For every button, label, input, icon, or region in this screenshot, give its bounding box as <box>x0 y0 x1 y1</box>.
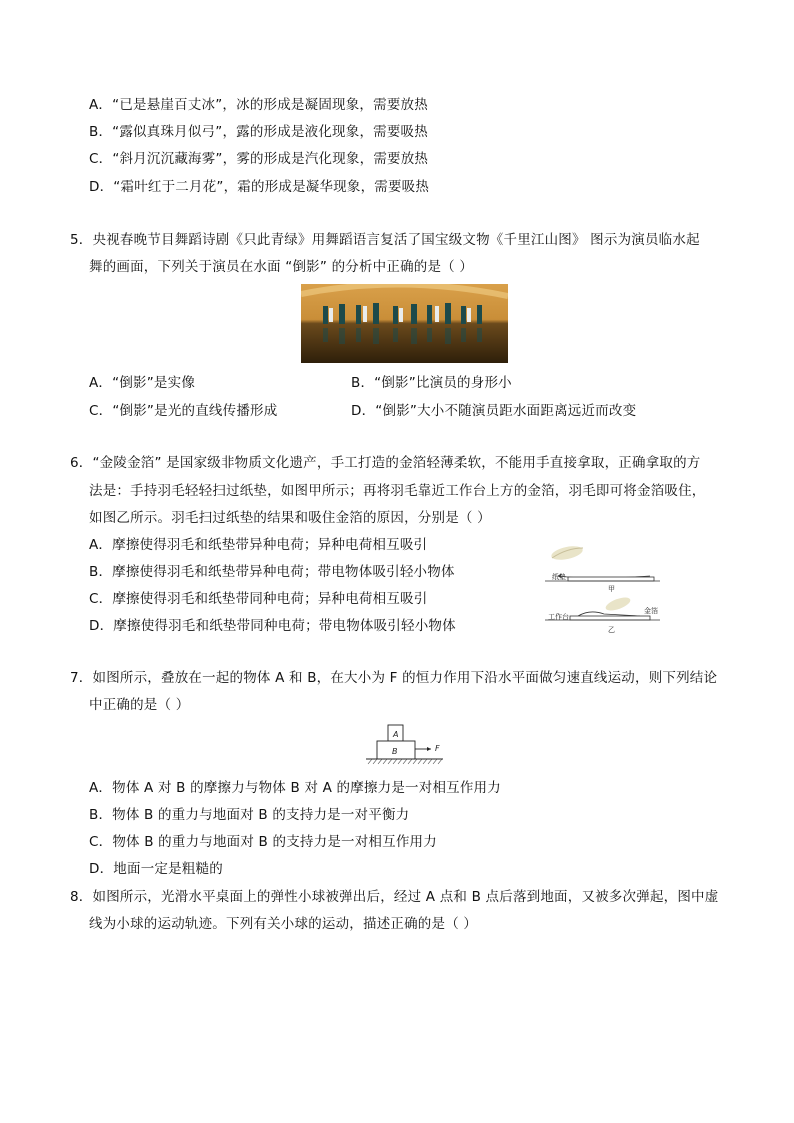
q5-option-b: B．“倒影”比演员的身形小 <box>351 375 512 391</box>
q5-option-a: A．“倒影”是实像 <box>89 375 196 391</box>
q7-stem-line2: 中正确的是（ ） <box>89 697 190 713</box>
q6-stem-line3: 如图乙所示。羽毛扫过纸垫的结果和吸住金箔的原因，分别是（ ） <box>89 510 491 526</box>
feather-icon-2 <box>604 595 632 613</box>
dance-photo <box>301 284 508 363</box>
q5-option-c: C．“倒影”是光的直线传播形成 <box>89 403 278 419</box>
q5-option-d: D．“倒影”大小不随演员距水面距离远近而改变 <box>351 403 637 419</box>
q7-stem-line1: 7．如图所示，叠放在一起的物体 A 和 B，在大小为 F 的恒力作用下沿水平面做匀速直线运动，则下列结论 <box>70 670 718 686</box>
block-b-label: B <box>392 747 398 756</box>
feather-icon <box>550 544 584 562</box>
q5-stem-line1: 5．央视春晚节目舞蹈诗剧《只此青绿》用舞蹈语言复活了国宝级文物《千里江山图》 图示为演员临水起 <box>70 232 700 248</box>
workbench-label: 工作台 <box>548 613 569 621</box>
q6-stem-line1: 6．“金陵金箔” 是国家级非物质文化遗产，手工打造的金箔轻薄柔软，不能用手直接拿取，正确拿取的方 <box>70 455 701 471</box>
q4-option-c: C．“斜月沉沉藏海雾”，雾的形成是汽化现象，需要放热 <box>89 151 429 167</box>
q4-option-d: D．“霜叶红于二月花”，霜的形成是凝华现象，需要吸热 <box>89 179 430 195</box>
q7-option-a: A．物体 A 对 B 的摩擦力与物体 B 对 A 的摩擦力是一对相互作用力 <box>89 780 501 796</box>
feather-gold-leaf-figure <box>540 536 670 638</box>
paper-pad-label: 纸垫 <box>552 573 566 581</box>
q6-option-c: C．摩擦使得羽毛和纸垫带同种电荷；异种电荷相互吸引 <box>89 591 428 607</box>
gold-leaf-label: 金箔 <box>644 607 658 615</box>
block-a-label: A <box>393 730 399 739</box>
q6-stem-line2: 法是：手持羽毛轻轻扫过纸垫，如图甲所示；再将羽毛靠近工作台上方的金箔，羽毛即可将金箔吸住， <box>89 483 706 499</box>
figure-yi-label: 乙 <box>608 626 615 634</box>
q5-stem-line2: 舞的画面，下列关于演员在水面 “倒影” 的分析中正确的是（ ） <box>89 259 474 275</box>
figure-jia-label: 甲 <box>608 585 615 593</box>
force-label: F <box>435 744 440 753</box>
blocks-figure <box>363 723 453 771</box>
q6-option-b: B．摩擦使得羽毛和纸垫带异种电荷；带电物体吸引轻小物体 <box>89 564 455 580</box>
q6-option-a: A．摩擦使得羽毛和纸垫带异种电荷；异种电荷相互吸引 <box>89 537 428 553</box>
q7-option-d: D．地面一定是粗糙的 <box>89 861 223 877</box>
force-arrow-icon <box>427 747 431 751</box>
q7-option-b: B．物体 B 的重力与地面对 B 的支持力是一对平衡力 <box>89 807 410 823</box>
q4-option-b: B．“露似真珠月似弓”，露的形成是液化现象，需要吸热 <box>89 124 428 140</box>
q7-option-c: C．物体 B 的重力与地面对 B 的支持力是一对相互作用力 <box>89 834 437 850</box>
q8-stem-line2: 线为小球的运动轨迹。下列有关小球的运动，描述正确的是（ ） <box>89 916 478 932</box>
q6-option-d: D．摩擦使得羽毛和纸垫带同种电荷；带电物体吸引轻小物体 <box>89 618 456 634</box>
q4-option-a: A．“已是悬崖百丈冰”，冰的形成是凝固现象，需要放热 <box>89 97 428 113</box>
q8-stem-line1: 8．如图所示，光滑水平桌面上的弹性小球被弹出后，经过 A 点和 B 点后落到地面，又被多次弹起，图中虚 <box>70 889 719 905</box>
